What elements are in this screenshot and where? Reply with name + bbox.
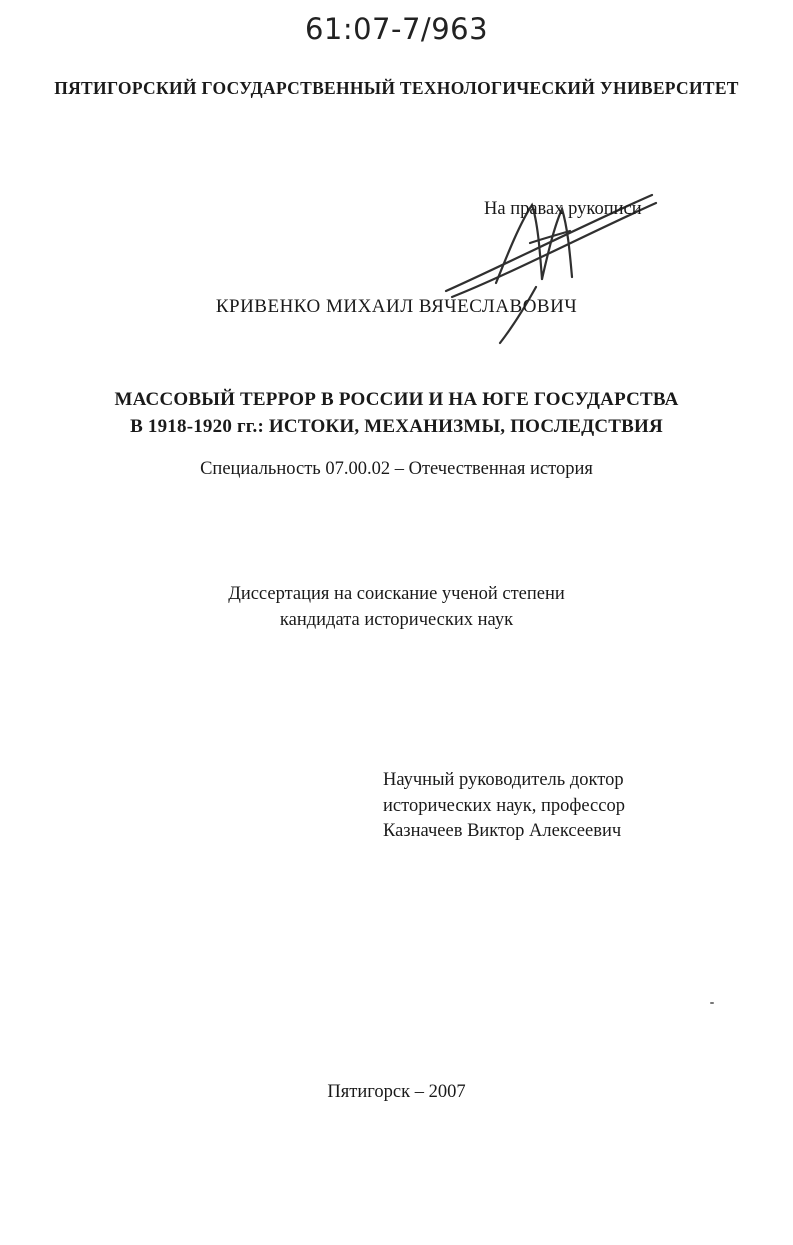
dissertation-title — [0, 386, 793, 440]
dissertation-statement — [0, 581, 793, 633]
author-name: КРИВЕНКО МИХАИЛ ВЯЧЕСЛАВОВИЧ — [215, 296, 578, 317]
university-name: ПЯТИГОРСКИЙ ГОСУДАРСТВЕННЫЙ ТЕХНОЛОГИЧЕСКИЙ УНИВЕРСИТЕТ — [54, 78, 739, 98]
advisor-block — [383, 768, 625, 845]
catalog-number: 61:07-7/963 — [304, 12, 489, 46]
city-year-line: Пятигорск – 2007 — [327, 1082, 466, 1102]
dissertation-line-1: Диссертация на соискание ученой степени — [228, 584, 565, 604]
title-line-2: В 1918-1920 гг.: ИСТОКИ, МЕХАНИЗМЫ, ПОСЛЕДСТВИЯ — [130, 416, 663, 437]
advisor-line-2: исторических наук, профессор — [383, 795, 625, 816]
advisor-line-3: Казначеев Виктор Алексеевич — [383, 821, 622, 841]
title-line-1: МАССОВЫЙ ТЕРРОР В РОССИИ И НА ЮГЕ ГОСУДАРСТВА — [114, 389, 679, 410]
dissertation-line-2: кандидата исторических наук — [279, 610, 514, 630]
scan-speck — [710, 1002, 714, 1004]
manuscript-rights-note: На правах рукописи — [484, 199, 642, 219]
advisor-line-1: Научный руководитель доктор — [383, 770, 624, 790]
specialty-line: Специальность 07.00.02 – Отечественная история — [200, 459, 593, 479]
